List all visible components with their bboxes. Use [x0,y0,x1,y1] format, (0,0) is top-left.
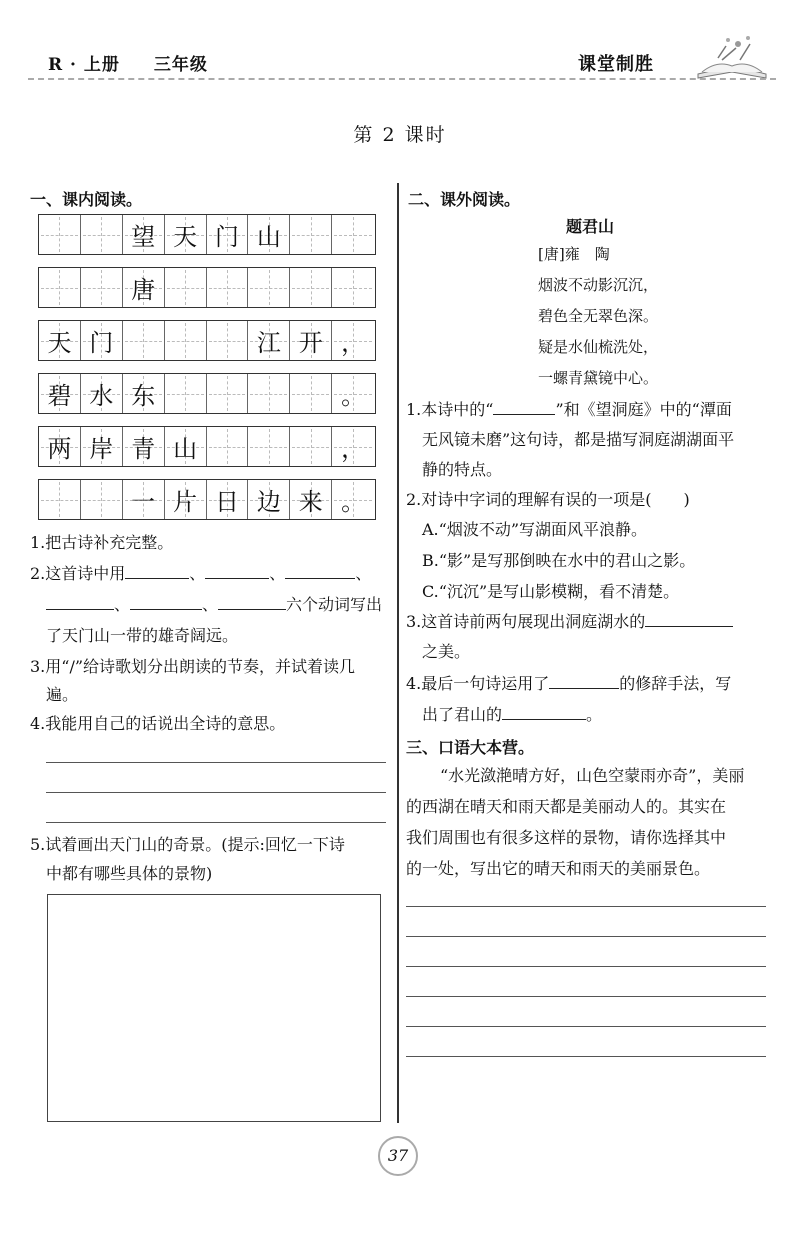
grid-cell [332,268,374,307]
grid-cell: ， [332,321,374,360]
grid-cell: 东 [123,374,165,413]
reading-question-4-line2: 出了君山的 。 [422,699,602,730]
header-divider [28,78,776,80]
series-title: 课堂制胜 [578,54,654,75]
grid-cell: 片 [165,480,207,519]
option-b: B.“影”是写那倒映在水中的君山之影。 [422,551,696,570]
grid-cell [248,427,290,466]
answer-line[interactable] [406,1056,766,1057]
question-4: 4.我能用自己的话说出全诗的意思。 [30,714,286,733]
grid-cell [207,427,249,466]
answer-line[interactable] [406,1026,766,1027]
option-c: C.“沉沉”是写山影模糊，看不清楚。 [422,582,680,601]
grid-row-3 [38,320,376,361]
poem-line: 一螺青黛镜中心。 [538,369,659,387]
grid-cell [332,215,374,254]
question-5-line2: 中都有哪些具体的景物) [46,864,213,883]
question-1: 1.把古诗补充完整。 [30,533,174,552]
answer-blank[interactable] [493,396,555,415]
reading-question-1-line3: 静的特点。 [422,460,503,479]
grid-cell: 碧 [39,374,81,413]
answer-line[interactable] [46,822,386,823]
grid-cell: ， [332,427,374,466]
question-2: 2.这首诗中用 、 、 、 [30,558,371,589]
grid-cell: 天 [165,215,207,254]
question-2-line3: 了天门山一带的雄奇阔远。 [46,626,239,645]
answer-line[interactable] [406,906,766,907]
reading-question-3: 3.这首诗前两句展现出洞庭湖水的 [406,606,733,637]
question-2-line2: 、 、 六个动词写出 [46,589,382,620]
grid-cell [165,268,207,307]
poem-line: 碧色全无翠色深。 [538,307,659,325]
answer-blank[interactable] [205,560,269,579]
answer-blank[interactable] [645,608,733,627]
grid-cell [290,374,332,413]
grid-cell: 来 [290,480,332,519]
grade-label: 三年级 [153,55,208,75]
oral-paragraph-line: 我们周围也有很多这样的景物，请你选择其中 [406,828,727,847]
answer-line[interactable] [406,936,766,937]
grid-cell: 山 [248,215,290,254]
grid-cell [39,215,81,254]
grid-cell [248,268,290,307]
oral-paragraph-line: 的一处，写出它的晴天和雨天的美丽景色。 [406,859,711,878]
header-edition [48,50,208,75]
grid-cell: 青 [123,427,165,466]
poem-line: 疑是水仙梳洗处， [538,338,659,356]
answer-line[interactable] [406,966,766,967]
grid-cell: 一 [123,480,165,519]
grid-cell: 开 [290,321,332,360]
section1-title: 一、课内阅读。 [30,190,143,209]
grid-cell [290,268,332,307]
grid-cell: 门 [81,321,123,360]
grid-row-4 [38,373,376,414]
question-3-line2: 遍。 [46,685,79,704]
reading-question-3-line2: 之美。 [422,642,471,661]
grid-cell: 岸 [81,427,123,466]
reading-question-1-line2: 无风镜未磨”这句诗，都是描写洞庭湖湖面平 [422,430,735,449]
answer-blank[interactable] [46,591,114,610]
section2-title: 二、课外阅读。 [408,190,521,209]
grid-cell [81,268,123,307]
grid-cell [207,374,249,413]
answer-blank[interactable] [218,591,286,610]
grid-cell: 望 [123,215,165,254]
answer-blank[interactable] [549,670,619,689]
drawing-box[interactable] [47,894,381,1122]
grid-cell: 。 [332,374,374,413]
grid-cell: 门 [207,215,249,254]
grid-cell: 日 [207,480,249,519]
grid-cell [123,321,165,360]
grid-cell [165,374,207,413]
grid-cell [81,215,123,254]
grid-cell: 唐 [123,268,165,307]
oral-paragraph-line: “水光潋滟晴方好，山色空蒙雨亦奇”，美丽 [440,766,745,785]
section3-title: 三、口语大本营。 [406,738,535,757]
book-logo-icon [692,30,772,80]
grid-cell [290,215,332,254]
reading-question-1: 1.本诗中的“ ”和《望洞庭》中的“潭面 [406,394,732,425]
grid-cell [81,480,123,519]
grid-cell [39,268,81,307]
grid-cell [39,480,81,519]
grid-cell: 水 [81,374,123,413]
answer-line[interactable] [406,996,766,997]
poem-line: 烟波不动影沉沉， [538,276,659,294]
grid-cell [207,268,249,307]
oral-paragraph-line: 的西湖在晴天和雨天都是美丽动人的。其实在 [406,797,727,816]
grid-cell [248,374,290,413]
grid-row-5 [38,426,376,467]
poem-title: 题君山 [565,217,614,236]
answer-blank[interactable] [285,560,355,579]
lesson-title: 第 2 课时 [353,124,447,146]
column-divider [397,183,399,1123]
answer-blank[interactable] [502,701,586,720]
answer-blank[interactable] [130,591,202,610]
poem-author: [唐]雍 陶 [538,245,610,263]
grid-cell [207,321,249,360]
grid-cell: 。 [332,480,374,519]
question-3: 3.用“/”给诗歌划分出朗读的节奏，并试着读几 [30,657,356,676]
grid-cell: 两 [39,427,81,466]
grid-cell [165,321,207,360]
edition-label: R · 上册 [48,55,120,75]
option-a: A.“烟波不动”写湖面风平浪静。 [422,520,648,539]
grid-cell [290,427,332,466]
answer-line[interactable] [46,792,386,793]
grid-row-1 [38,214,376,255]
grid-row-2 [38,267,376,308]
grid-cell: 天 [39,321,81,360]
grid-row-6 [38,479,376,520]
grid-cell: 边 [248,480,290,519]
grid-cell: 山 [165,427,207,466]
grid-cell: 江 [248,321,290,360]
question-5: 5.试着画出天门山的奇景。(提示:回忆一下诗 [30,835,345,854]
answer-blank[interactable] [125,560,189,579]
answer-line[interactable] [46,762,386,763]
reading-question-2: 2.对诗中字词的理解有误的一项是( ) [406,490,690,509]
page-number: 37 [378,1136,418,1176]
reading-question-4: 4.最后一句诗运用了 的修辞手法，写 [406,668,731,699]
